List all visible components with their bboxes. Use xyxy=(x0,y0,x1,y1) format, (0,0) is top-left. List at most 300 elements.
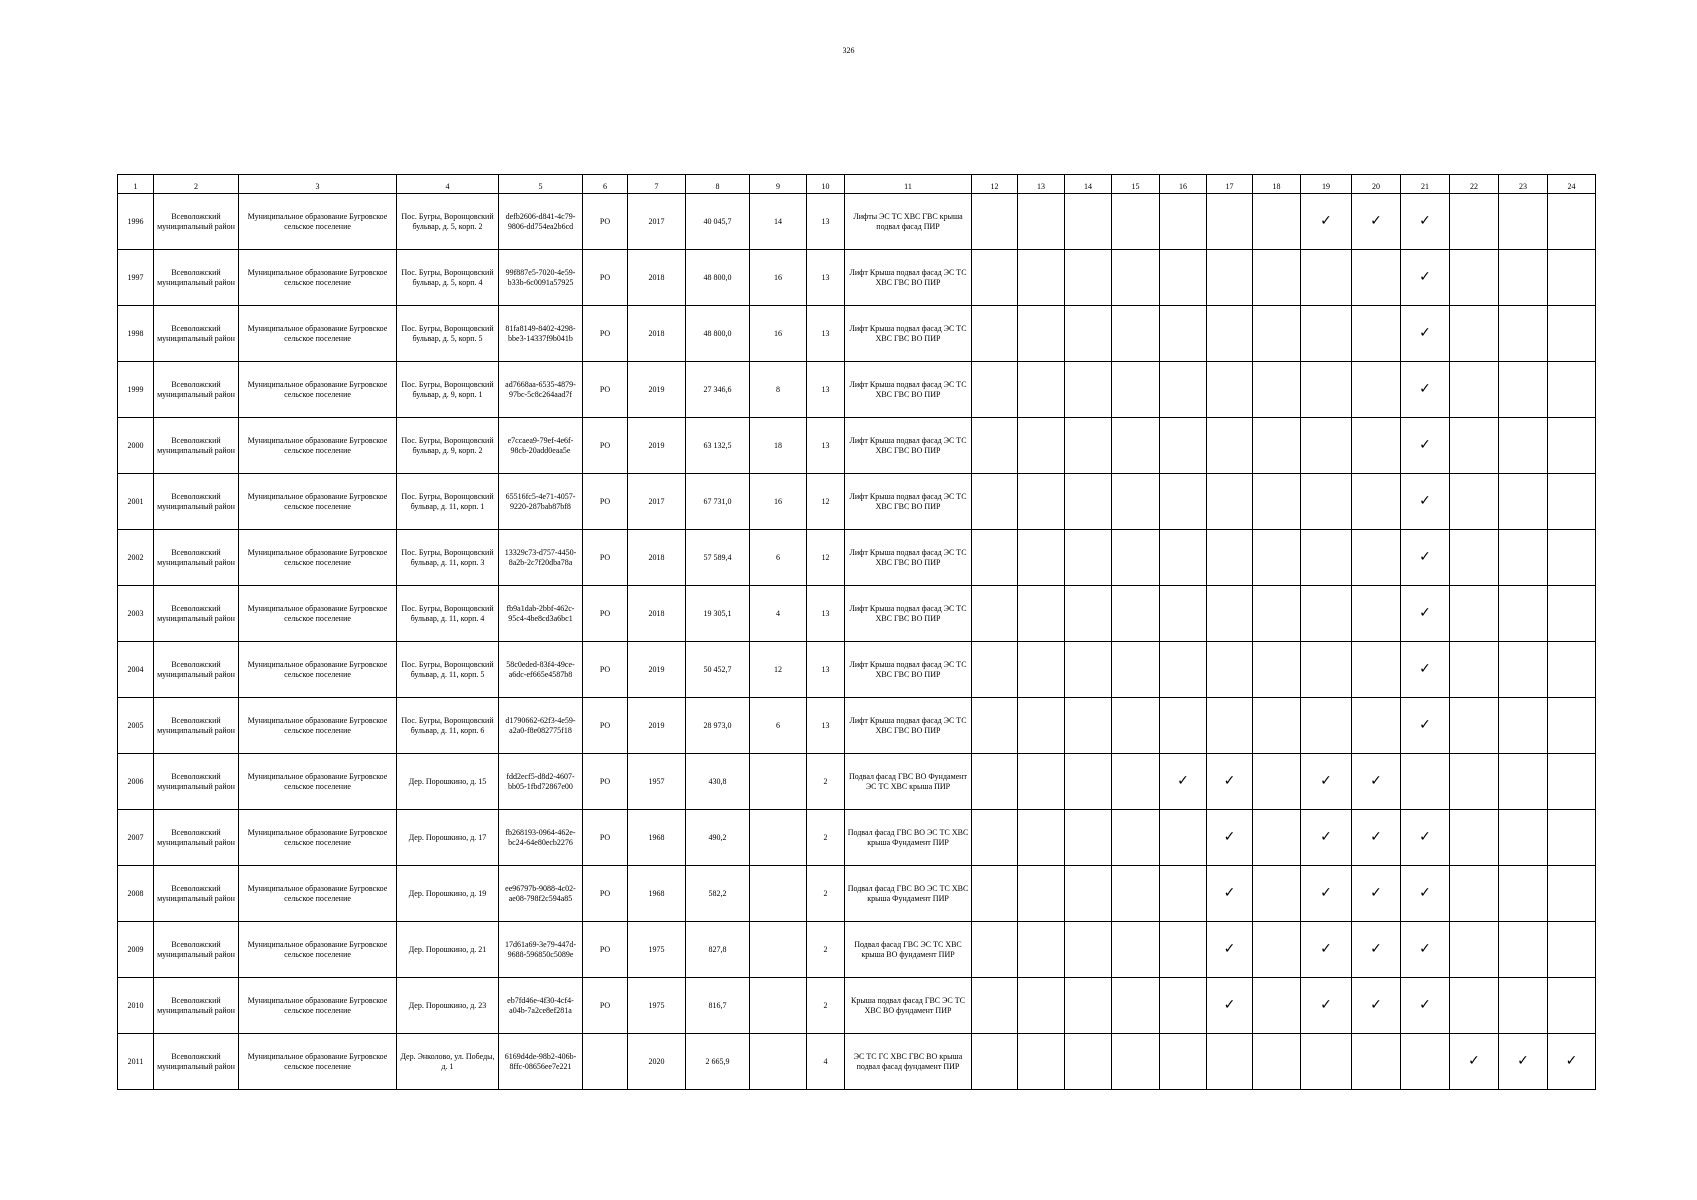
work-col-24-cell xyxy=(1548,418,1596,474)
address-cell: Пос. Бугры, Воронцовский бульвар, д. 5, корп. 5 xyxy=(397,306,499,362)
column-header-1: 1 xyxy=(118,175,154,194)
table-row xyxy=(118,418,1596,474)
house-code-cell: 99f887e5-7020-4e59-b33b-6c0091a57925 xyxy=(499,250,583,306)
row-number: 2006 xyxy=(118,754,154,810)
check-mark-icon: ✓ xyxy=(1320,884,1332,901)
row-number: 2001 xyxy=(118,474,154,530)
type-cell: РО xyxy=(583,474,628,530)
work-col-13-cell xyxy=(1018,642,1065,698)
house-code-cell: eb7fd46e-4f30-4cf4-a04b-7a2ce8ef281a xyxy=(499,978,583,1034)
check-mark-icon: ✓ xyxy=(1223,772,1236,789)
check-mark-icon: ✓ xyxy=(1419,324,1431,341)
work-col-24-cell xyxy=(1548,810,1596,866)
floors-cell xyxy=(750,754,807,810)
works-cell: Лифт Крыша подвал фасад ЭС ТС ХВС ГВС ВО ПИР xyxy=(845,530,972,586)
page-number: 326 xyxy=(842,46,855,55)
work-col-23-cell xyxy=(1499,978,1548,1034)
work-col-17-cell xyxy=(1207,306,1253,362)
work-col-13-cell xyxy=(1018,1034,1065,1090)
row-number: 2009 xyxy=(118,922,154,978)
col10-cell: 13 xyxy=(807,362,845,418)
work-col-22-cell xyxy=(1450,418,1499,474)
col10-cell: 13 xyxy=(807,586,845,642)
work-col-17-cell xyxy=(1207,362,1253,418)
check-mark-icon: ✓ xyxy=(1517,1052,1529,1069)
work-col-15-cell xyxy=(1112,1034,1160,1090)
work-col-23-cell xyxy=(1499,698,1548,754)
work-col-24-cell xyxy=(1548,250,1596,306)
col10-cell: 4 xyxy=(807,1034,845,1090)
district-cell: Всеволожский муниципальный район xyxy=(154,362,239,418)
year-cell: 1975 xyxy=(628,978,686,1034)
check-mark-icon: ✓ xyxy=(1177,772,1189,789)
check-mark-icon: ✓ xyxy=(1419,548,1431,565)
work-col-17-cell xyxy=(1207,698,1253,754)
house-code-cell: 13329c73-d757-4450-8a2b-2c7f20dba78a xyxy=(499,530,583,586)
address-cell: Дер. Порошкино, д. 21 xyxy=(397,922,499,978)
check-mark-icon: ✓ xyxy=(1223,884,1236,901)
work-col-14-cell xyxy=(1065,698,1112,754)
municipality-cell: Муниципальное образование Бугровское сельское поселение xyxy=(239,642,397,698)
work-col-12-cell xyxy=(972,362,1018,418)
column-header-6: 6 xyxy=(583,175,628,194)
type-cell: РО xyxy=(583,306,628,362)
district-cell: Всеволожский муниципальный район xyxy=(154,306,239,362)
check-mark-icon: ✓ xyxy=(1223,828,1236,845)
work-col-20-cell xyxy=(1352,194,1401,250)
check-mark-icon: ✓ xyxy=(1419,828,1431,845)
col10-cell: 13 xyxy=(807,418,845,474)
type-cell: РО xyxy=(583,194,628,250)
work-col-21-cell xyxy=(1401,698,1450,754)
work-col-23-cell xyxy=(1499,250,1548,306)
check-mark-icon: ✓ xyxy=(1419,940,1431,957)
work-col-15-cell xyxy=(1112,978,1160,1034)
column-header-19: 19 xyxy=(1301,175,1352,194)
work-col-13-cell xyxy=(1018,474,1065,530)
col10-cell: 2 xyxy=(807,978,845,1034)
address-cell: Дер. Порошкино, д. 19 xyxy=(397,866,499,922)
work-col-16-cell xyxy=(1160,586,1207,642)
work-col-14-cell xyxy=(1065,922,1112,978)
table-row xyxy=(118,698,1596,754)
work-col-17-cell xyxy=(1207,250,1253,306)
work-col-22-cell xyxy=(1450,250,1499,306)
column-header-15: 15 xyxy=(1112,175,1160,194)
work-col-23-cell xyxy=(1499,866,1548,922)
floors-cell xyxy=(750,866,807,922)
work-col-19-cell xyxy=(1301,586,1352,642)
work-col-23-cell xyxy=(1499,474,1548,530)
work-col-15-cell xyxy=(1112,362,1160,418)
type-cell: РО xyxy=(583,922,628,978)
work-col-21-cell xyxy=(1401,586,1450,642)
work-col-14-cell xyxy=(1065,1034,1112,1090)
row-number: 2011 xyxy=(118,1034,154,1090)
work-col-16-cell xyxy=(1160,754,1207,810)
column-header-row xyxy=(118,175,1596,194)
work-col-12-cell xyxy=(972,530,1018,586)
district-cell: Всеволожский муниципальный район xyxy=(154,474,239,530)
work-col-15-cell xyxy=(1112,754,1160,810)
work-col-19-cell xyxy=(1301,754,1352,810)
work-col-18-cell xyxy=(1253,362,1301,418)
house-code-cell: 81fa8149-8402-4298-bbe3-14337f9b041b xyxy=(499,306,583,362)
check-mark-icon: ✓ xyxy=(1565,1052,1578,1069)
address-cell: Пос. Бугры, Воронцовский бульвар, д. 11, корп. 1 xyxy=(397,474,499,530)
work-col-14-cell xyxy=(1065,642,1112,698)
work-col-14-cell xyxy=(1065,978,1112,1034)
year-cell: 2018 xyxy=(628,306,686,362)
work-col-16-cell xyxy=(1160,362,1207,418)
area-cell: 430,8 xyxy=(686,754,750,810)
work-col-12-cell xyxy=(972,306,1018,362)
col10-cell: 13 xyxy=(807,194,845,250)
works-cell: Лифт Крыша подвал фасад ЭС ТС ХВС ГВС ВО ПИР xyxy=(845,698,972,754)
district-cell: Всеволожский муниципальный район xyxy=(154,698,239,754)
works-cell: Лифт Крыша подвал фасад ЭС ТС ХВС ГВС ВО ПИР xyxy=(845,362,972,418)
works-cell: Лифт Крыша подвал фасад ЭС ТС ХВС ГВС ВО ПИР xyxy=(845,418,972,474)
work-col-14-cell xyxy=(1065,250,1112,306)
municipality-cell: Муниципальное образование Бугровское сельское поселение xyxy=(239,698,397,754)
work-col-23-cell xyxy=(1499,754,1548,810)
year-cell: 1957 xyxy=(628,754,686,810)
col10-cell: 13 xyxy=(807,250,845,306)
address-cell: Пос. Бугры, Воронцовский бульвар, д. 9, корп. 1 xyxy=(397,362,499,418)
column-header-18: 18 xyxy=(1253,175,1301,194)
work-col-12-cell xyxy=(972,978,1018,1034)
work-col-23-cell xyxy=(1499,810,1548,866)
floors-cell: 8 xyxy=(750,362,807,418)
work-col-14-cell xyxy=(1065,810,1112,866)
work-col-21-cell xyxy=(1401,810,1450,866)
table-row xyxy=(118,362,1596,418)
year-cell: 1968 xyxy=(628,810,686,866)
house-code-cell: ee96797b-9088-4c02-ae08-798f2c594a85 xyxy=(499,866,583,922)
column-header-17: 17 xyxy=(1207,175,1253,194)
work-col-19-cell xyxy=(1301,922,1352,978)
work-col-12-cell xyxy=(972,922,1018,978)
municipality-cell: Муниципальное образование Бугровское сельское поселение xyxy=(239,754,397,810)
check-mark-icon: ✓ xyxy=(1320,940,1332,957)
work-col-19-cell xyxy=(1301,306,1352,362)
house-code-cell: d1790662-62f3-4e59-a2a0-f8e082775f18 xyxy=(499,698,583,754)
column-header-2: 2 xyxy=(154,175,239,194)
municipality-cell: Муниципальное образование Бугровское сельское поселение xyxy=(239,194,397,250)
work-col-15-cell xyxy=(1112,474,1160,530)
work-col-13-cell xyxy=(1018,866,1065,922)
work-col-12-cell xyxy=(972,642,1018,698)
work-col-22-cell xyxy=(1450,586,1499,642)
district-cell: Всеволожский муниципальный район xyxy=(154,418,239,474)
work-col-22-cell xyxy=(1450,922,1499,978)
work-col-24-cell xyxy=(1548,194,1596,250)
col10-cell: 13 xyxy=(807,306,845,362)
work-col-22-cell xyxy=(1450,194,1499,250)
area-cell: 582,2 xyxy=(686,866,750,922)
municipality-cell: Муниципальное образование Бугровское сельское поселение xyxy=(239,1034,397,1090)
municipality-cell: Муниципальное образование Бугровское сельское поселение xyxy=(239,306,397,362)
work-col-18-cell xyxy=(1253,754,1301,810)
work-col-22-cell xyxy=(1450,362,1499,418)
work-col-12-cell xyxy=(972,698,1018,754)
works-cell: Подвал фасад ГВС ВО ЭС ТС ХВС крыша Фундамент ПИР xyxy=(845,810,972,866)
municipality-cell: Муниципальное образование Бугровское сельское поселение xyxy=(239,922,397,978)
work-col-20-cell xyxy=(1352,922,1401,978)
work-col-24-cell xyxy=(1548,586,1596,642)
check-mark-icon: ✓ xyxy=(1320,828,1332,845)
work-col-24-cell xyxy=(1548,978,1596,1034)
house-code-cell: fdd2ecf5-d8d2-4607-bb05-1fbd72867e00 xyxy=(499,754,583,810)
table-row xyxy=(118,474,1596,530)
works-cell: Лифт Крыша подвал фасад ЭС ТС ХВС ГВС ВО ПИР xyxy=(845,586,972,642)
work-col-15-cell xyxy=(1112,194,1160,250)
work-col-19-cell xyxy=(1301,698,1352,754)
table-row xyxy=(118,306,1596,362)
district-cell: Всеволожский муниципальный район xyxy=(154,978,239,1034)
work-col-22-cell xyxy=(1450,642,1499,698)
works-cell: Крыша подвал фасад ГВС ЭС ТС ХВС ВО фундамент ПИР xyxy=(845,978,972,1034)
year-cell: 2017 xyxy=(628,474,686,530)
municipality-cell: Муниципальное образование Бугровское сельское поселение xyxy=(239,474,397,530)
house-code-cell: 17d61a69-3e79-447d-9688-596850c5089e xyxy=(499,922,583,978)
work-col-13-cell xyxy=(1018,754,1065,810)
column-header-7: 7 xyxy=(628,175,686,194)
col10-cell: 12 xyxy=(807,474,845,530)
row-number: 2000 xyxy=(118,418,154,474)
works-cell: ЭС ТС ГС ХВС ГВС ВО крыша подвал фасад фундамент ПИР xyxy=(845,1034,972,1090)
check-mark-icon: ✓ xyxy=(1370,212,1382,229)
work-col-22-cell xyxy=(1450,810,1499,866)
type-cell xyxy=(583,1034,628,1090)
area-cell: 816,7 xyxy=(686,978,750,1034)
row-number: 1996 xyxy=(118,194,154,250)
floors-cell: 6 xyxy=(750,530,807,586)
district-cell: Всеволожский муниципальный район xyxy=(154,586,239,642)
floors-cell: 16 xyxy=(750,306,807,362)
column-header-14: 14 xyxy=(1065,175,1112,194)
work-col-18-cell xyxy=(1253,922,1301,978)
check-mark-icon: ✓ xyxy=(1419,660,1431,677)
work-col-18-cell xyxy=(1253,1034,1301,1090)
work-col-12-cell xyxy=(972,250,1018,306)
work-col-22-cell xyxy=(1450,306,1499,362)
house-code-cell: e7ccaea9-79ef-4e6f-98cb-20add0eaa5e xyxy=(499,418,583,474)
floors-cell xyxy=(750,810,807,866)
work-col-23-cell xyxy=(1499,922,1548,978)
work-col-24-cell xyxy=(1548,922,1596,978)
works-cell: Подвал фасад ГВС ВО Фундамент ЭС ТС ХВС крыша ПИР xyxy=(845,754,972,810)
type-cell: РО xyxy=(583,698,628,754)
column-header-5: 5 xyxy=(499,175,583,194)
work-col-24-cell xyxy=(1548,866,1596,922)
work-col-16-cell xyxy=(1160,642,1207,698)
address-cell: Пос. Бугры, Воронцовский бульвар, д. 11, корп. 5 xyxy=(397,642,499,698)
table-row xyxy=(118,922,1596,978)
work-col-14-cell xyxy=(1065,754,1112,810)
house-code-cell: 65516fc5-4e71-4057-9220-287bab87bf8 xyxy=(499,474,583,530)
address-cell: Пос. Бугры, Воронцовский бульвар, д. 11, корп. 6 xyxy=(397,698,499,754)
work-col-16-cell xyxy=(1160,194,1207,250)
district-cell: Всеволожский муниципальный район xyxy=(154,922,239,978)
municipality-cell: Муниципальное образование Бугровское сельское поселение xyxy=(239,250,397,306)
work-col-13-cell xyxy=(1018,922,1065,978)
house-code-cell: fb268193-0964-462e-bc24-64e80ecb2276 xyxy=(499,810,583,866)
year-cell: 2019 xyxy=(628,698,686,754)
work-col-12-cell xyxy=(972,586,1018,642)
work-col-20-cell xyxy=(1352,866,1401,922)
district-cell: Всеволожский муниципальный район xyxy=(154,754,239,810)
work-col-22-cell xyxy=(1450,978,1499,1034)
work-col-13-cell xyxy=(1018,586,1065,642)
area-cell: 63 132,5 xyxy=(686,418,750,474)
work-col-16-cell xyxy=(1160,866,1207,922)
district-cell: Всеволожский муниципальный район xyxy=(154,530,239,586)
work-col-15-cell xyxy=(1112,306,1160,362)
table-row xyxy=(118,866,1596,922)
works-cell: Подвал фасад ГВС ВО ЭС ТС ХВС крыша Фундамент ПИР xyxy=(845,866,972,922)
address-cell: Дер. Энколово, ул. Победы, д. 1 xyxy=(397,1034,499,1090)
work-col-19-cell xyxy=(1301,1034,1352,1090)
area-cell: 57 589,4 xyxy=(686,530,750,586)
work-col-12-cell xyxy=(972,194,1018,250)
area-cell: 50 452,7 xyxy=(686,642,750,698)
works-cell: Лифт Крыша подвал фасад ЭС ТС ХВС ГВС ВО ПИР xyxy=(845,474,972,530)
work-col-21-cell xyxy=(1401,978,1450,1034)
address-cell: Дер. Порошкино, д. 17 xyxy=(397,810,499,866)
work-col-18-cell xyxy=(1253,418,1301,474)
work-col-21-cell xyxy=(1401,1034,1450,1090)
check-mark-icon: ✓ xyxy=(1370,996,1382,1013)
work-col-16-cell xyxy=(1160,306,1207,362)
table-row xyxy=(118,642,1596,698)
work-col-18-cell xyxy=(1253,698,1301,754)
work-col-22-cell xyxy=(1450,530,1499,586)
house-code-cell: ad7668aa-6535-4879-97bc-5c8c264aad7f xyxy=(499,362,583,418)
work-col-16-cell xyxy=(1160,922,1207,978)
work-col-15-cell xyxy=(1112,698,1160,754)
work-col-20-cell xyxy=(1352,754,1401,810)
year-cell: 2018 xyxy=(628,530,686,586)
work-col-13-cell xyxy=(1018,250,1065,306)
type-cell: РО xyxy=(583,250,628,306)
work-col-17-cell xyxy=(1207,586,1253,642)
area-cell: 48 800,0 xyxy=(686,250,750,306)
work-col-20-cell xyxy=(1352,306,1401,362)
row-number: 2002 xyxy=(118,530,154,586)
address-cell: Пос. Бугры, Воронцовский бульвар, д. 5, корп. 2 xyxy=(397,194,499,250)
work-col-24-cell xyxy=(1548,306,1596,362)
work-col-21-cell xyxy=(1401,530,1450,586)
check-mark-icon: ✓ xyxy=(1468,1052,1480,1069)
work-col-17-cell xyxy=(1207,978,1253,1034)
type-cell: РО xyxy=(583,418,628,474)
work-col-15-cell xyxy=(1112,866,1160,922)
work-col-20-cell xyxy=(1352,698,1401,754)
year-cell: 2019 xyxy=(628,362,686,418)
work-col-20-cell xyxy=(1352,362,1401,418)
work-col-20-cell xyxy=(1352,586,1401,642)
work-col-17-cell xyxy=(1207,642,1253,698)
work-col-23-cell xyxy=(1499,362,1548,418)
work-col-21-cell xyxy=(1401,474,1450,530)
area-cell: 40 045,7 xyxy=(686,194,750,250)
work-col-21-cell xyxy=(1401,866,1450,922)
work-col-16-cell xyxy=(1160,1034,1207,1090)
work-col-20-cell xyxy=(1352,418,1401,474)
col10-cell: 13 xyxy=(807,698,845,754)
row-number: 1999 xyxy=(118,362,154,418)
type-cell: РО xyxy=(583,866,628,922)
municipality-cell: Муниципальное образование Бугровское сельское поселение xyxy=(239,362,397,418)
work-col-24-cell xyxy=(1548,362,1596,418)
work-col-16-cell xyxy=(1160,698,1207,754)
work-col-21-cell xyxy=(1401,418,1450,474)
work-col-14-cell xyxy=(1065,418,1112,474)
work-col-17-cell xyxy=(1207,866,1253,922)
work-col-20-cell xyxy=(1352,250,1401,306)
column-header-23: 23 xyxy=(1499,175,1548,194)
work-col-18-cell xyxy=(1253,586,1301,642)
column-header-24: 24 xyxy=(1548,175,1596,194)
year-cell: 2017 xyxy=(628,194,686,250)
work-col-24-cell xyxy=(1548,1034,1596,1090)
municipality-cell: Муниципальное образование Бугровское сельское поселение xyxy=(239,810,397,866)
table-row xyxy=(118,194,1596,250)
work-col-15-cell xyxy=(1112,810,1160,866)
floors-cell: 12 xyxy=(750,642,807,698)
work-col-18-cell xyxy=(1253,530,1301,586)
work-col-22-cell xyxy=(1450,698,1499,754)
work-col-17-cell xyxy=(1207,754,1253,810)
municipality-cell: Муниципальное образование Бугровское сельское поселение xyxy=(239,866,397,922)
work-col-22-cell xyxy=(1450,474,1499,530)
work-col-22-cell xyxy=(1450,866,1499,922)
address-cell: Дер. Порошкино, д. 23 xyxy=(397,978,499,1034)
work-col-24-cell xyxy=(1548,754,1596,810)
work-col-17-cell xyxy=(1207,418,1253,474)
column-header-8: 8 xyxy=(686,175,750,194)
work-col-21-cell xyxy=(1401,194,1450,250)
col10-cell: 2 xyxy=(807,922,845,978)
row-number: 2008 xyxy=(118,866,154,922)
address-cell: Пос. Бугры, Воронцовский бульвар, д. 11, корп. 4 xyxy=(397,586,499,642)
work-col-13-cell xyxy=(1018,418,1065,474)
work-col-15-cell xyxy=(1112,922,1160,978)
column-header-12: 12 xyxy=(972,175,1018,194)
works-cell: Лифт Крыша подвал фасад ЭС ТС ХВС ГВС ВО ПИР xyxy=(845,306,972,362)
floors-cell: 4 xyxy=(750,586,807,642)
district-cell: Всеволожский муниципальный район xyxy=(154,866,239,922)
check-mark-icon: ✓ xyxy=(1320,212,1332,229)
type-cell: РО xyxy=(583,978,628,1034)
work-col-16-cell xyxy=(1160,810,1207,866)
row-number: 2005 xyxy=(118,698,154,754)
work-col-18-cell xyxy=(1253,474,1301,530)
work-col-15-cell xyxy=(1112,250,1160,306)
works-cell: Подвал фасад ГВС ЭС ТС ХВС крыша ВО фундамент ПИР xyxy=(845,922,972,978)
col10-cell: 2 xyxy=(807,810,845,866)
work-col-13-cell xyxy=(1018,530,1065,586)
year-cell: 1975 xyxy=(628,922,686,978)
table-row xyxy=(118,978,1596,1034)
work-col-18-cell xyxy=(1253,866,1301,922)
work-col-19-cell xyxy=(1301,530,1352,586)
district-cell: Всеволожский муниципальный район xyxy=(154,810,239,866)
work-col-22-cell xyxy=(1450,754,1499,810)
check-mark-icon: ✓ xyxy=(1419,380,1431,397)
type-cell: РО xyxy=(583,530,628,586)
